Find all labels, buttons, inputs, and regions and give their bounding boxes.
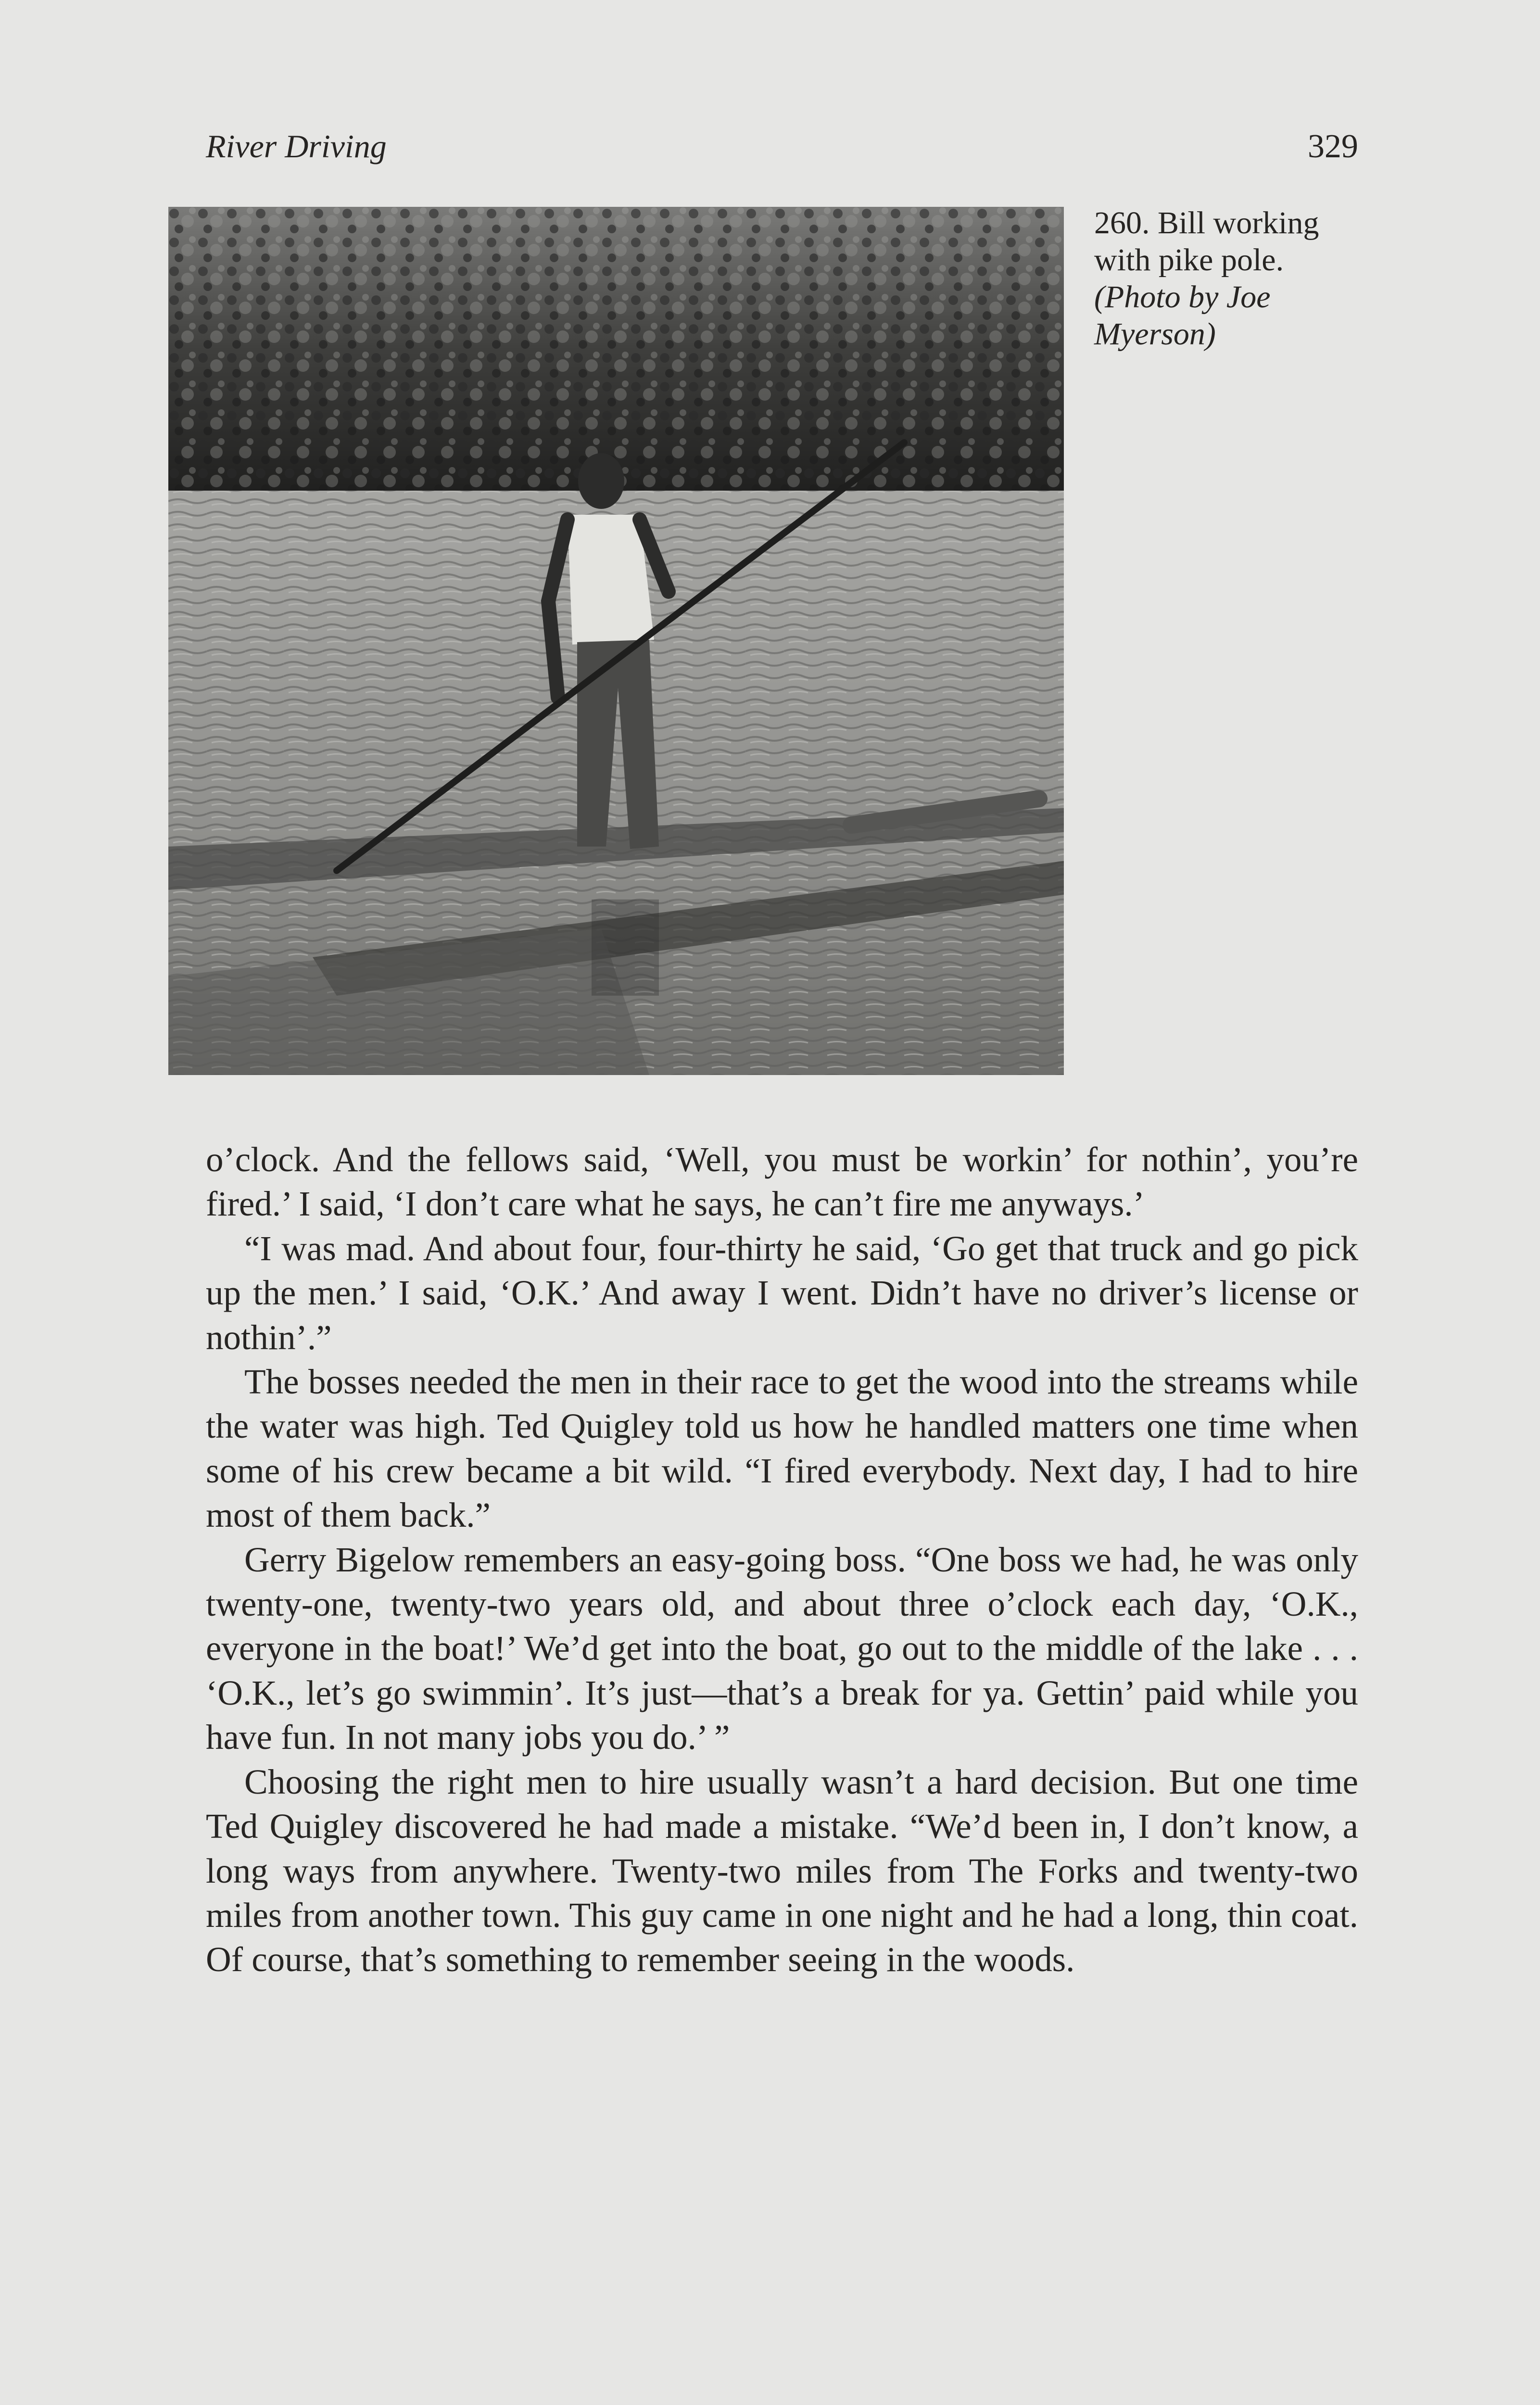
paragraph: o’clock. And the fellows said, ‘Well, you must be workin’ for nothin’, you’re fired.’ I said, ‘I don’t care what he says, he can’t fire me anyways.’ [206, 1140, 1358, 1224]
paragraph: Gerry Bigelow remembers an easy-going boss. “One boss we had, he was only twenty-one, twenty-two years old, and about three o’clock each day, ‘O.K., everyone in the boat!’ We’d get into the boat, go out to the middle of the lake . . . ‘O.K., let’s go swimmin’. It’s just—that’s a break for ya. Gettin’ paid while you have fun. In not many jobs you do.’ ” [206, 1540, 1358, 1757]
paragraph: The bosses needed the men in their race to get the wood into the streams while the water was high. Ted Quigley told us how he handled matters one time when some of his crew became a bit wild. “I fired everybody. Next day, I had to hire most of them back.” [206, 1362, 1358, 1535]
page-number: 329 [1308, 128, 1358, 165]
paragraph: “I was mad. And about four, four-thirty he said, ‘Go get that truck and go pick up the men.’ I said, ‘O.K.’ And away I went. Didn’t have no driver’s license or nothin’.” [206, 1228, 1358, 1357]
body-text [206, 1138, 1358, 1982]
paragraph: Choosing the right men to hire usually wasn’t a hard decision. But one time Ted Quigley discovered he had made a mistake. “We’d been in, I don’t know, a long ways from anywhere. Twenty-two miles from The Forks and twenty-two miles from another town. This guy came in one night and he had a long, thin coat. Of course, that’s something to remember seeing in the woods. [206, 1762, 1358, 1979]
figure-caption [1094, 204, 1363, 353]
caption-credit: (Photo by Joe Myerson) [1094, 279, 1271, 352]
photo-bill-pike-pole [168, 207, 1064, 1075]
caption-text: 260. Bill working with pike pole. [1094, 205, 1319, 278]
running-head: River Driving [206, 128, 387, 165]
